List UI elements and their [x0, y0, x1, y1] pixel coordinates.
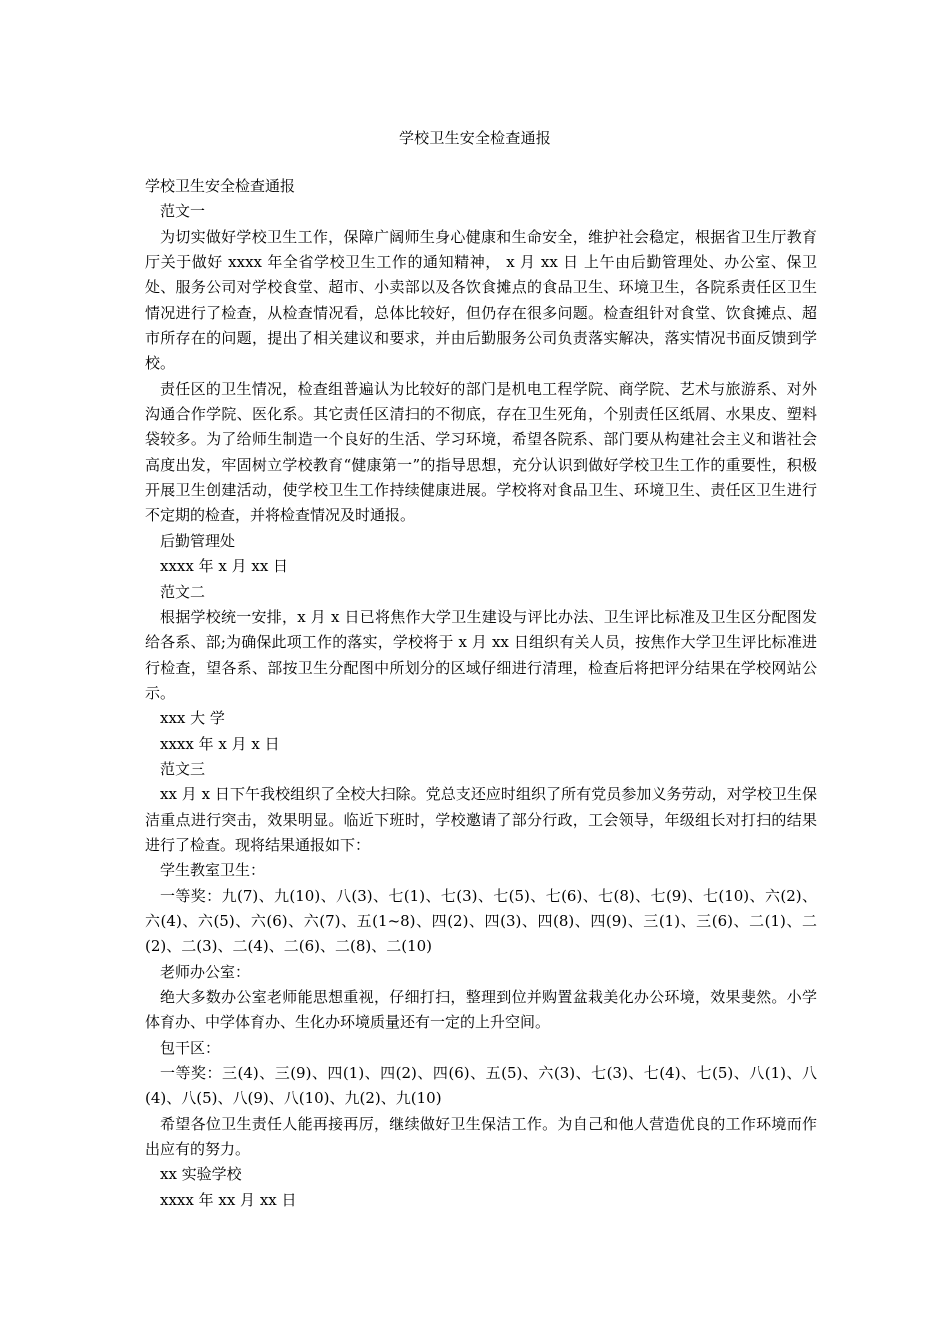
sample1-heading: 范文一 [160, 202, 206, 221]
office-text: 绝大多数办公室老师能思想重视，仔细打扫，整理到位并购置盆栽美化办公环境，效果斐然。小学体育办、中学体育办、生化办环境质量还有一定的上升空间。 [145, 988, 817, 1032]
sample2-paragraph-1: 根据学校统一安排，x 月 x 日已将焦作大学卫生建设与评比办法、卫生评比标准及卫生区分配图发给各系、部;为确保此项工作的落实，学校将于 x 月 xx 日组织有关人员，按焦作大学卫生评比标准进行检查，望各系、部按卫生分配图中所划分的区域仔细进行清理，检查后将把评分结果在学校网站公示。 [145, 607, 817, 702]
office-heading: 老师办公室： [160, 962, 251, 981]
sample2-heading: 范文二 [160, 582, 206, 601]
document-title: 学校卫生安全检查通报 [398, 129, 551, 147]
sample1-paragraph-2: 责任区的卫生情况，检查组普遍认为比较好的部门是机电工程学院、商学院、艺术与旅游系、对外沟通合作学院、医化系。其它责任区清扫的不彻底，存在卫生死角，个别责任区纸屑、水果皮、塑料袋较多。为了给师生制造一个良好的生活、学习环境，希望各院系、部门要从构建社会主义和谐社会高度出发，牢固树立学校教育“健康第一”的指导思想，充分认识到做好学校卫生工作的重要性，积极开展卫生创建活动，使学校卫生工作持续健康进展。学校将对食品卫生、环境卫生、责任区卫生进行不定期的检查，并将检查情况及时通报。 [145, 379, 817, 525]
sample3-issuer: xx 实验学校 [160, 1165, 242, 1184]
zone-award-list: 一等奖：三(4)、三(9)、四(1)、四(2)、四(6)、五(5)、六(3)、七(3)、七(4)、七(5)、八(1)、八(4)、八(5)、八(9)、八(10)、九(2)、九(10) [145, 1064, 817, 1108]
classroom-award-list: 一等奖：九(7)、九(10)、八(3)、七(1)、七(3)、七(5)、七(6)、七(8)、七(9)、七(10)、六(2)、六(4)、六(5)、六(6)、六(7)、五(1~8)、四(2)、四(3)、四(8)、四(9)、三(1)、三(6)、二(1)、二(2)、二(3)、二(4)、二(6)、二(8)、二(10) [145, 886, 817, 956]
document-subtitle: 学校卫生安全检查通报 [145, 177, 296, 195]
sample3-paragraph-1: xx 月 x 日下午我校组织了全校大扫除。党总支还应时组织了所有党员参加义务劳动，对学校卫生保洁重点进行突击，效果明显。临近下班时，学校邀请了部分行政，工会领导，年级组长对打扫的结果进行了检查。现将结果通报如下： [145, 785, 817, 854]
sample3-date: xxxx 年 xx 月 xx 日 [160, 1190, 297, 1209]
sample1-paragraph-1: 为切实做好学校卫生工作，保障广阔师生身心健康和生命安全，维护社会稳定，根据省卫生厅教育厅关于做好 xxxx 年全省学校卫生工作的通知精神， x 月 xx 日 上午由后勤管理处、办公室、保卫处、服务公司对学校食堂、超市、小卖部以及各饮食摊点的食品卫生、环境卫生，各院系责任区卫生情况进行了检查，从检查情况看，总体比较好，但仍存在很多问题。检查组针对食堂、饮食摊点、超市所存在的问题，提出了相关建议和要求，并由后勤服务公司负责落实解决，落实情况书面反馈到学校。 [145, 227, 817, 373]
zone-heading: 包干区： [160, 1038, 221, 1057]
sample2-date: xxxx 年 x 月 x 日 [160, 734, 280, 753]
sample2-issuer: xxx 大 学 [160, 709, 225, 728]
sample3-closing: 希望各位卫生责任人能再接再厉，继续做好卫生保洁工作。为自己和他人营造优良的工作环境而作出应有的努力。 [145, 1114, 817, 1159]
sample1-date: xxxx 年 x 月 xx 日 [160, 557, 289, 576]
sample1-issuer: 后勤管理处 [160, 531, 236, 550]
sample3-heading: 范文三 [160, 759, 206, 778]
classroom-heading: 学生教室卫生： [160, 861, 266, 880]
document-body [145, 174, 817, 1213]
